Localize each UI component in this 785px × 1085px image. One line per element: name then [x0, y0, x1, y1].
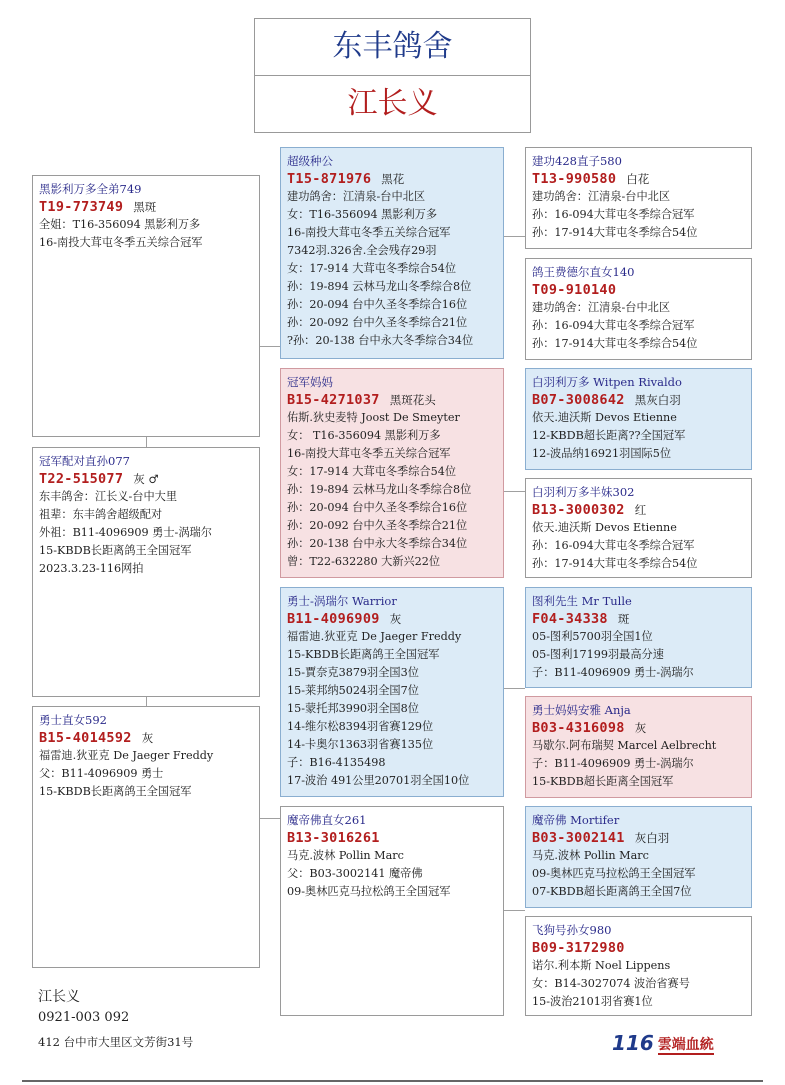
bird-info-line: 孙：17-914大茸屯冬季综合54位: [532, 557, 698, 570]
bird-info-line: 建功鸽舍：江清泉-台中北区: [532, 301, 671, 314]
bird-color: 黑斑花头: [389, 393, 436, 407]
bird-info-line: 17-波治 491公里20701羽全国10位: [287, 774, 470, 787]
bird-info-line: 15-波治2101羽省赛1位: [532, 995, 653, 1008]
bird-info-line: 子：B11-4096909 勇士-涡瑞尔: [532, 757, 694, 770]
ring-number: T19-773749: [39, 199, 124, 215]
bird-color: 红: [634, 503, 647, 517]
bird-info-line: 15-賈奈克3879羽全国3位: [287, 666, 419, 679]
bird-info-line: 14-卡奥尔1363羽省赛135位: [287, 738, 434, 751]
bird-color: 灰 ♂: [133, 472, 159, 486]
bird-ring-row: [39, 470, 253, 488]
bird-info-line: 16-南投大茸屯冬季五关综合冠军: [39, 236, 203, 249]
bird-card-dam-sire[interactable]: [280, 587, 504, 797]
bird-info-line: 15-KBDB长距离鸽王全国冠军: [287, 648, 440, 661]
bird-ring-row: [532, 391, 745, 409]
bird-color: 灰: [389, 612, 402, 626]
bird-info-line: 马歇尔.阿布瑞契 Marcel Aelbrecht: [532, 739, 717, 752]
ring-number: B15-4014592: [39, 730, 132, 746]
ring-number: B09-3172980: [532, 940, 625, 956]
bird-title: 勇士-涡瑞尔 Warrior: [287, 594, 397, 608]
bird-color: 黑灰白羽: [634, 393, 681, 407]
bird-title: 白羽利万多 Witpen Rivaldo: [532, 375, 682, 389]
ring-number: B13-3000302: [532, 502, 625, 518]
bird-info-line: 孙：20-094 台中久圣冬季综合16位: [287, 501, 468, 514]
bird-info-line: 12-KBDB超长距离??全国冠军: [532, 429, 686, 442]
bird-ring-row: [532, 939, 745, 957]
bird-info-line: 依天.迪沃斯 Devos Etienne: [532, 521, 677, 534]
bird-title: 冠军配对直孙077: [39, 454, 130, 468]
bird-title: 飞狗号孙女980: [532, 923, 612, 937]
bird-info-line: 女：17-914 大茸屯冬季综合54位: [287, 262, 457, 275]
connector: [146, 437, 147, 447]
bird-ring-row: [532, 610, 745, 628]
bird-info-line: 父：B03-3002141 魔帝佛: [287, 867, 423, 880]
bird-title: 冠军妈妈: [287, 375, 333, 389]
ring-number: B07-3008642: [532, 392, 625, 408]
bird-ring-row: [287, 391, 497, 409]
bird-info-line: 东丰鸽舍：江长义-台中大里: [39, 490, 178, 503]
bird-ring-row: [39, 729, 253, 747]
bird-info-line: 09-奥林匹克马拉松鸽王全国冠军: [287, 885, 451, 898]
ring-number: T13-990580: [532, 171, 617, 187]
bird-info-line: ?孙：20-138 台中永大冬季综合34位: [287, 334, 474, 347]
bird-ring-row: [532, 829, 745, 847]
bird-info-line: 14-维尔松8394羽省赛129位: [287, 720, 434, 733]
ring-number: F04-34338: [532, 611, 608, 627]
footer-name: 江长义: [38, 989, 80, 1005]
ring-number: T09-910140: [532, 282, 617, 298]
bird-ring-row: [39, 198, 253, 216]
bird-card-sire-sire[interactable]: [280, 147, 504, 359]
loft-name: 东丰鸽舍: [254, 18, 531, 76]
ring-number: T15-871976: [287, 171, 372, 187]
bird-info-line: 女：B14-3027074 波治省赛号: [532, 977, 690, 990]
connector: [504, 910, 525, 911]
bird-info-line: 15-KBDB长距离鸽王全国冠军: [39, 544, 192, 557]
bird-info-line: 女：17-914 大茸屯冬季综合54位: [287, 465, 457, 478]
bird-card-dds[interactable]: [525, 806, 752, 908]
bird-info-line: 孙：19-894 云林马龙山冬季综合8位: [287, 483, 472, 496]
bird-info-line: 16-南投大茸屯冬季五关综合冠军: [287, 447, 451, 460]
bird-color: 白花: [626, 172, 650, 186]
bird-info-line: 建功鸽舍：江清泉-台中北区: [532, 190, 671, 203]
connector: [504, 491, 525, 492]
bird-info-line: 05-图利17199羽最高分速: [532, 648, 664, 661]
bird-info-line: 孙：17-914大茸屯冬季综合54位: [532, 337, 698, 350]
bird-info-line: 09-奥林匹克马拉松鸽王全国冠军: [532, 867, 696, 880]
bird-info-line: 佑斯.狄史麦特 Joost De Smeyter: [287, 411, 460, 424]
bird-card-sire[interactable]: [32, 175, 260, 437]
bird-info-line: 2023.3.23-116网拍: [39, 562, 144, 575]
bird-color: 黑斑: [133, 200, 157, 214]
bird-info-line: 孙：16-094大茸屯冬季综合冠军: [532, 319, 695, 332]
bird-info-line: 15-KBDB超长距离全国冠军: [532, 775, 674, 788]
bird-card-dam-dam[interactable]: [280, 806, 504, 1016]
ring-number: B11-4096909: [287, 611, 380, 627]
bird-info-line: 孙：19-894 云林马龙山冬季综合8位: [287, 280, 472, 293]
bird-title: 鸽王费德尔直女140: [532, 265, 635, 279]
bird-color: 斑: [617, 612, 630, 626]
bird-ring-row: [287, 829, 497, 847]
bird-color: 灰白羽: [634, 831, 670, 845]
bird-info-line: 15-蒙托邦3990羽全国8位: [287, 702, 419, 715]
footer-address: 412 台中市大里区文芳街31号: [38, 1035, 194, 1049]
bird-ring-row: [287, 610, 497, 628]
bird-info-line: 孙：16-094大茸屯冬季综合冠军: [532, 208, 695, 221]
bird-ring-row: [532, 281, 745, 299]
bird-ring-row: [287, 170, 497, 188]
bird-title: 白羽利万多半妹302: [532, 485, 635, 499]
bird-card-ddd[interactable]: [525, 916, 752, 1016]
bird-card-subject[interactable]: [32, 447, 260, 697]
bottom-rule: [22, 1080, 763, 1082]
bird-info-line: 16-南投大茸屯冬季五关综合冠军: [287, 226, 451, 239]
ring-number: B13-3016261: [287, 830, 380, 846]
brand-logo: [612, 1031, 714, 1055]
connector: [504, 236, 525, 237]
bird-title: 魔帝佛 Mortifer: [532, 813, 620, 827]
bird-info-line: 子：B16-4135498: [287, 756, 386, 769]
bird-info-line: 建功鸽舍：江清泉-台中北区: [287, 190, 426, 203]
bird-info-line: 孙：20-138 台中永大冬季综合34位: [287, 537, 468, 550]
bird-ring-row: [532, 719, 745, 737]
ring-number: B03-3002141: [532, 830, 625, 846]
bird-info-line: 12-波品纳16921羽国际5位: [532, 447, 672, 460]
bird-color: 灰: [141, 731, 154, 745]
bird-card-sire-dam[interactable]: [280, 368, 504, 578]
bird-card-dss[interactable]: [525, 587, 752, 688]
bird-info-line: 马克.波林 Pollin Marc: [287, 849, 404, 862]
bird-color: 灰: [634, 721, 647, 735]
logo-number: 116: [612, 1031, 654, 1055]
bird-title: 勇士妈妈安雅 Anja: [532, 703, 631, 717]
bird-info-line: 马克.波林 Pollin Marc: [532, 849, 649, 862]
bird-info-line: 孙：20-092 台中久圣冬季综合21位: [287, 519, 468, 532]
bird-info-line: 7342羽.326舍.全会残存29羽: [287, 244, 437, 257]
ring-number: B15-4271037: [287, 392, 380, 408]
owner-name: 江长义: [254, 75, 531, 133]
bird-title: 魔帝佛直女261: [287, 813, 367, 827]
bird-info-line: 15-莱邦纳5024羽全国7位: [287, 684, 419, 697]
bird-info-line: 福雷迪.狄亚克 De Jaeger Freddy: [287, 630, 462, 643]
bird-info-line: 15-KBDB长距离鸽王全国冠军: [39, 785, 192, 798]
bird-info-line: 福雷迪.狄亚克 De Jaeger Freddy: [39, 749, 214, 762]
ring-number: T22-515077: [39, 471, 124, 487]
bird-card-dam[interactable]: [32, 706, 260, 968]
bird-info-line: 孙：20-092 台中久圣冬季综合21位: [287, 316, 468, 329]
bird-title: 黑影利万多全弟749: [39, 182, 142, 196]
ring-number: B03-4316098: [532, 720, 625, 736]
bird-title: 图利先生 Mr Tulle: [532, 594, 632, 608]
bird-info-line: 父：B11-4096909 勇士: [39, 767, 164, 780]
bird-color: 黑花: [381, 172, 405, 186]
connector: [260, 346, 280, 347]
bird-title: 超级种公: [287, 154, 333, 168]
bird-info-line: 女：T16-356094 黑影利万多: [287, 208, 438, 221]
bird-info-line: 祖辈：东丰鸽舍超级配对: [39, 508, 163, 521]
bird-info-line: 孙：20-094 台中久圣冬季综合16位: [287, 298, 468, 311]
bird-info-line: 诺尔.利本斯 Noel Lippens: [532, 959, 671, 972]
bird-info-line: 曾：T22-632280 大新兴22位: [287, 555, 441, 568]
connector: [504, 688, 525, 689]
bird-title: 勇士直女592: [39, 713, 107, 727]
bird-ring-row: [532, 170, 745, 188]
bird-card-ssd[interactable]: [525, 258, 752, 360]
bird-info-line: 孙：17-914大茸屯冬季综合54位: [532, 226, 698, 239]
bird-info-line: 女： T16-356094 黑影利万多: [287, 429, 441, 442]
bird-card-sdd[interactable]: [525, 478, 752, 578]
bird-info-line: 全姐：T16-356094 黑影利万多: [39, 218, 201, 231]
bird-info-line: 07-KBDB超长距离鸽王全国7位: [532, 885, 692, 898]
bird-info-line: 外祖：B11-4096909 勇士-涡瑞尔: [39, 526, 212, 539]
footer-phone: 0921-003 092: [38, 1010, 130, 1025]
bird-info-line: 05-图利5700羽全国1位: [532, 630, 653, 643]
bird-info-line: 依天.迪沃斯 Devos Etienne: [532, 411, 677, 424]
connector: [260, 818, 280, 819]
connector: [146, 697, 147, 706]
bird-ring-row: [532, 501, 745, 519]
bird-info-line: 孙：16-094大茸屯冬季综合冠军: [532, 539, 695, 552]
bird-info-line: 子：B11-4096909 勇士-涡瑞尔: [532, 666, 694, 679]
bird-title: 建功428直子580: [532, 154, 622, 168]
bird-card-sss[interactable]: [525, 147, 752, 249]
bird-card-dsd[interactable]: [525, 696, 752, 798]
logo-text: 雲端血統: [657, 1037, 714, 1053]
bird-card-sds[interactable]: [525, 368, 752, 470]
